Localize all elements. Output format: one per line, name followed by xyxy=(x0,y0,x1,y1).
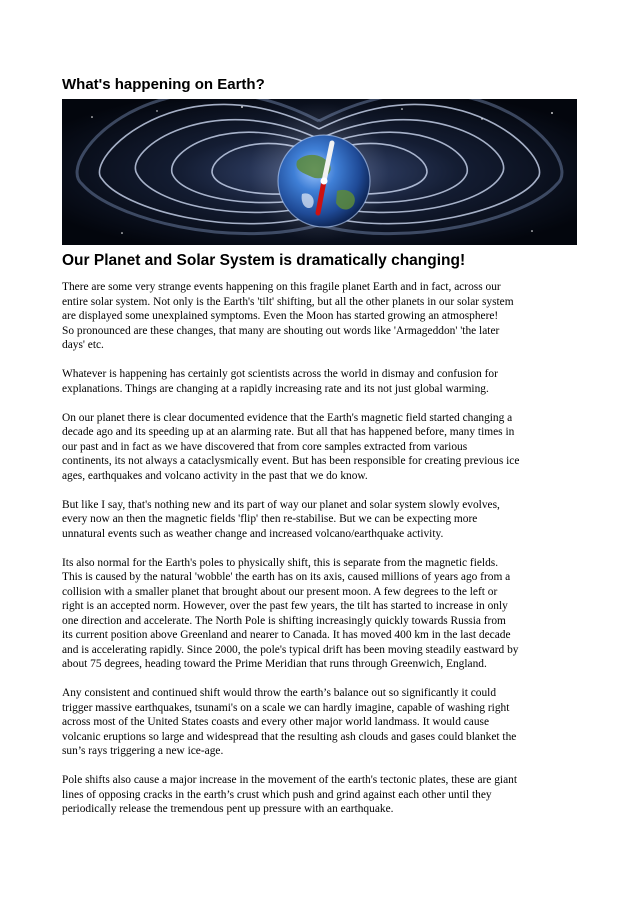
text-line: Its also normal for the Earth's poles to physically shift, this is separate from the magnetic fields. xyxy=(62,556,499,569)
text-line: entire solar system. Not only is the Earth's 'tilt' shifting, but all the other planets in our solar system xyxy=(62,295,514,308)
text-line: Whatever is happening has certainly got scientists across the world in dismay and confusion for xyxy=(62,368,498,380)
text-line: Any consistent and continued shift would throw the earth’s balance out so significantly it could xyxy=(62,687,497,699)
text-line: decade ago and its speeding up at an alarming rate. But all that has happened before, many times in xyxy=(62,426,515,438)
text-line: right is an accepted norm. However, over the past few years, the tilt has started to increase in only xyxy=(62,600,508,612)
text-line: periodically release the tremendous pent up pressure with an earthquake. xyxy=(62,803,394,815)
earth-magnetic-field-image xyxy=(62,99,577,245)
paragraph xyxy=(62,411,578,484)
text-line: trigger massive earthquakes, tsunami's on a scale we can hardly imagine, capable of washing right xyxy=(62,701,510,714)
text-line: On our planet there is clear documented evidence that the Earth's magnetic field started changing a xyxy=(62,411,513,424)
text-line: So pronounced are these changes, that many are shouting out words like 'Armageddon' 'the later xyxy=(62,324,500,337)
earth-magnetic-field-illustration-icon xyxy=(62,99,577,245)
text-line: This is caused by the natural 'wobble' the earth has on its axis, caused millions of years ago from a xyxy=(62,571,511,583)
text-line: across most of the United States coasts and every other major world landmass. It would cause xyxy=(62,716,490,728)
text-line: lines of opposing cracks in the earth’s crust which push and grind against each other until they xyxy=(62,788,492,801)
text-line: and is accelerating rapidly. Since 2000, the pole's typical drift has been moving steadily eastward by xyxy=(62,643,519,656)
text-line: Pole shifts also cause a major increase in the movement of the earth's tectonic plates, these are giant xyxy=(62,774,517,786)
page-title: What's happening on Earth? xyxy=(62,76,265,93)
text-line: But like I say, that's nothing new and its part of way our planet and solar system slowly evolves, xyxy=(62,498,500,511)
text-line: collision with a smaller planet that brought about our present moon. A few degrees to the left or xyxy=(62,585,498,598)
text-line: sun’s rays triggering a new ice-age. xyxy=(62,745,224,757)
text-line: are displayed some unexplained symptoms. Even the Moon has started growing an atmosphere! xyxy=(62,310,499,322)
text-line: days' etc. xyxy=(62,339,104,351)
text-line: There are some very strange events happening on this fragile planet Earth and in fact, across our xyxy=(62,281,501,293)
text-line: about 75 degrees, heading toward the Prime Meridian that runs through Greenwich, England. xyxy=(62,658,487,670)
text-line: its current position above Greenland and nearer to Canada. It has moved 400 km in the last decade xyxy=(62,629,511,641)
paragraph xyxy=(62,280,578,353)
text-line: unnatural events such as weather change and increased volcano/earthquake activity. xyxy=(62,527,444,540)
section-heading: Our Planet and Solar System is dramatically changing! xyxy=(62,252,466,269)
text-line: continents, its not always a cataclysmically event. But has been responsible for creating previous ice xyxy=(62,455,520,467)
text-line: one direction and accelerate. The North Pole is shifting increasingly quickly towards Russia from xyxy=(62,614,506,627)
text-line: every now an then the magnetic fields 'flip' then re-stabilise. But we can be expecting more xyxy=(62,513,478,525)
paragraph xyxy=(62,556,578,672)
paragraph xyxy=(62,498,578,542)
text-line: ages, earthquakes and volcano activity in the past that we do know. xyxy=(62,469,368,482)
text-line: volcanic eruptions so large and widespread that the resulting ash clouds and gases could blanket the xyxy=(62,730,517,743)
text-line: our past and in fact as we have discovered that from core samples extracted from various xyxy=(62,440,468,453)
article-body xyxy=(62,280,578,817)
text-line: explanations. Things are changing at a rapidly increasing rate and its not just global warming. xyxy=(62,382,489,395)
paragraph xyxy=(62,367,578,396)
paragraph xyxy=(62,773,578,817)
document-content xyxy=(62,76,578,831)
paragraph xyxy=(62,686,578,759)
